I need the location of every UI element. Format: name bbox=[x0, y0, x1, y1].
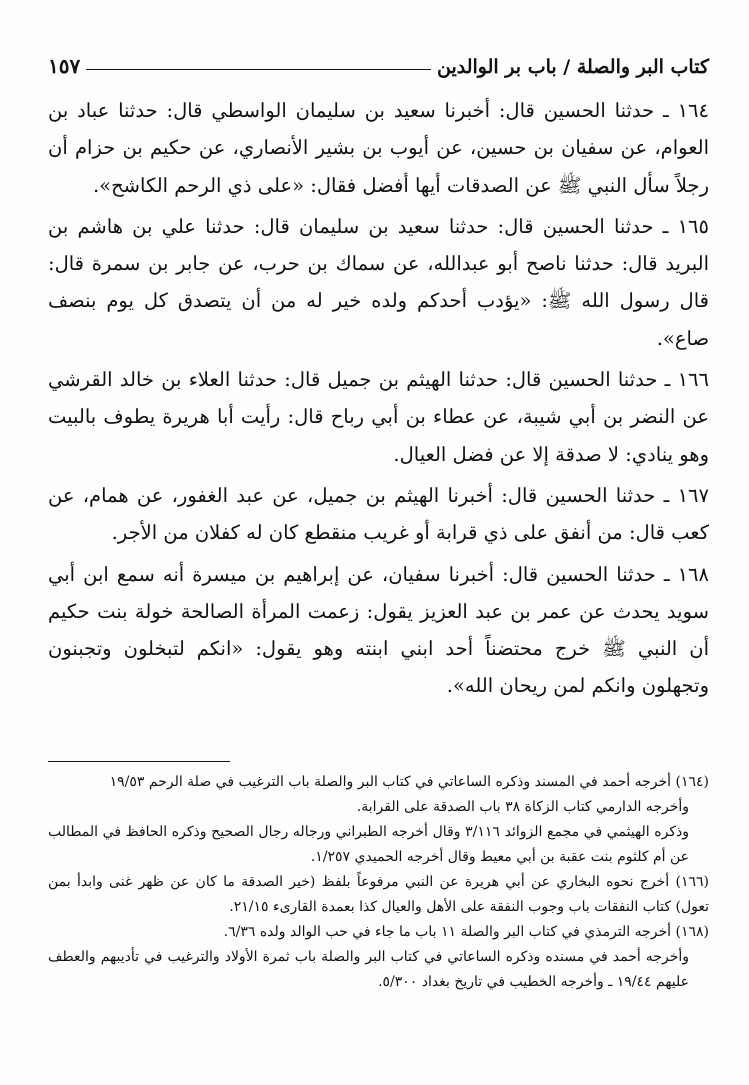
footnote-165: وذكره الهيثمي في مجمع الزوائد ٣/١١٦ وقال أخرجه الطبراني ورجاله رجال الصحيح وذكره الحافظ في المطالب عن أم كلثوم بنت عقبة بن أبي معيط وقال أخرجه الحميدي ١/٢٥٧. bbox=[48, 824, 690, 865]
footnote-168: (١٦٨) أخرجه الترمذي في كتاب البر والصلة ١١ باب ما جاء في حب الوالد ولده ٦/٣٦. bbox=[223, 924, 709, 940]
hadith-165: ١٦٥ ـ حدثنا الحسين قال: حدثنا سعيد بن سليمان قال: حدثنا علي بن هاشم بن البريد قال: حدثنا ناصح أبو عبدالله، عن سماك بن حرب، عن جابر بن سمرة قال: قال رسول الله ﷺ: «يؤدب أحدكم ولده خير له من أن يتصدق كل يوم بنصف صاع». bbox=[48, 214, 709, 350]
chapter-title: كتاب البر والصلة / باب بر الوالدين bbox=[437, 56, 709, 78]
hadith-164: ١٦٤ ـ حدثنا الحسين قال: أخبرنا سعيد بن سليمان الواسطي قال: حدثنا عباد بن العوام، عن سفيان بن حسين، عن أيوب بن بشير الأنصاري، عن حكيم بن حزام أن رجلاً سأل النبي ﷺ عن الصدقات أيها أفضل فقال: «على ذي الرحم الكاشح». bbox=[48, 99, 709, 197]
page-number: ١٥٧ bbox=[48, 54, 81, 78]
hadith-166: ١٦٦ ـ حدثنا الحسين قال: حدثنا الهيثم بن جميل قال: حدثنا العلاء بن خالد القرشي عن النضر بن أبي شيبة، عن عطاء بن أبي رباح قال: رأيت أبا هريرة يطوف بالبيت وهو ينادي: لا صدقة إلا عن فضل العيال. bbox=[48, 368, 709, 466]
hadith-167: ١٦٧ ـ حدثنا الحسين قال: أخبرنا الهيثم بن جميل، عن عبد الغفور، عن همام، عن كعب قال: من أنفق على ذي قرابة أو غريب منقطع كان له كفلان من الأجر. bbox=[48, 483, 709, 545]
header-rule bbox=[86, 69, 431, 70]
hadith-text bbox=[48, 92, 709, 709]
book-page bbox=[48, 0, 709, 1085]
hadith-168: ١٦٨ ـ حدثنا الحسين قال: أخبرنا سفيان، عن إبراهيم بن ميسرة أنه سمع ابن أبي سويد يحدث عن عمر بن عبد العزيز يقول: زعمت المرأة الصالحة خولة بنت حكيم أن النبي ﷺ خرج محتضناً أحد ابني ابنته وهو يقول: «انكم لتبخلون وتجبنون وتجهلون وانكم لمن ريحان الله». bbox=[48, 562, 709, 698]
footnote-164-cont: وأخرجه الدارمي كتاب الزكاة ٣٨ باب الصدقة على القرابة. bbox=[356, 799, 689, 815]
footnote-168-cont: وأخرجه أحمد في مسنده وذكره الساعاتي في كتاب البر والصلة باب ثمرة الأولاد والترغيب في تأديبهم والعطف عليهم ١٩/٤٤ ـ وأخرجه الخطيب في تاريخ بغداد ٥/٣٠٠. bbox=[48, 949, 689, 990]
running-header bbox=[48, 44, 709, 78]
footnotes bbox=[48, 770, 709, 995]
footnote-164: (١٦٤) أخرجه أحمد في المسند وذكره الساعاتي في كتاب البر والصلة باب الترغيب في صلة الرحم ١٩/٥٣ bbox=[109, 774, 709, 790]
footnote-separator bbox=[48, 761, 230, 762]
footnote-166: (١٦٦) أخرج نحوه البخاري عن أبي هريرة عن النبي مرفوعاً بلفظ (خير الصدقة ما كان عن ظهر غنى وابدأ بمن تعول) كتاب النفقات باب وجوب النفقة على الأهل والعيال كذا بعمدة القارىء ٢١/١٥. bbox=[48, 874, 709, 915]
